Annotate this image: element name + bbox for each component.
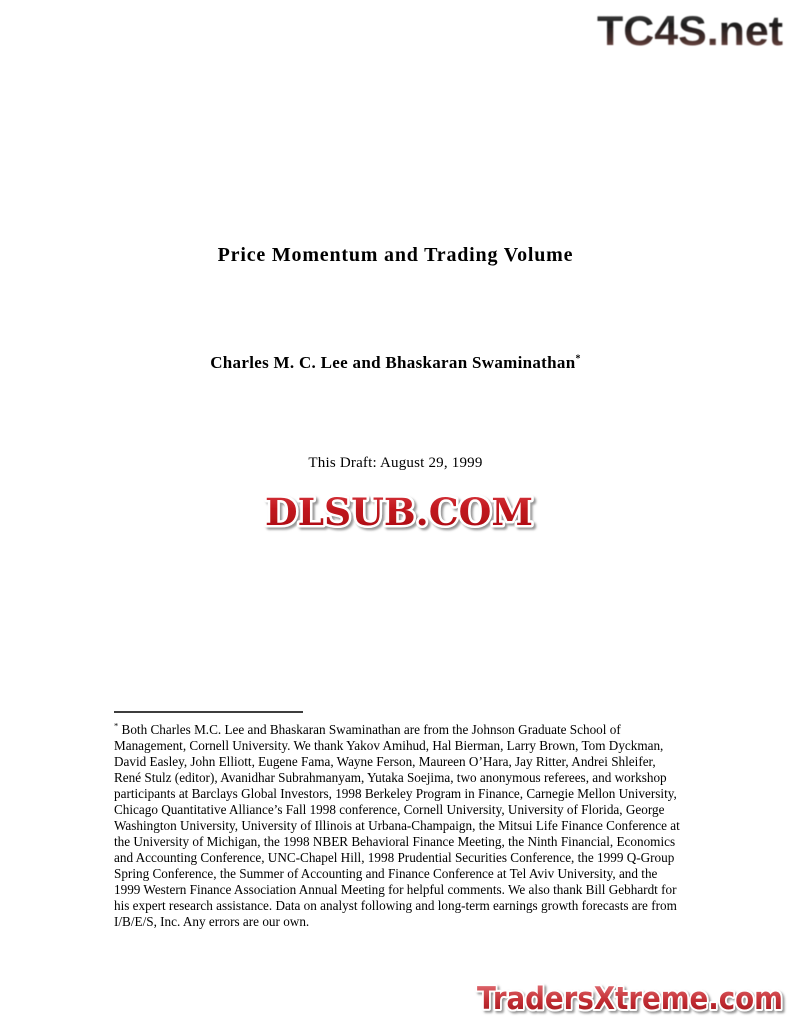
tc4s-watermark-logo xyxy=(592,3,788,55)
tc4s-watermark-text: TC4S.net xyxy=(597,7,784,54)
footnote-marker: * xyxy=(114,720,119,731)
footnote-separator xyxy=(114,711,303,713)
footnote-text-block xyxy=(114,722,682,930)
draft-date-line: This Draft: August 29, 1999 xyxy=(308,455,483,471)
dlsub-watermark-logo xyxy=(255,488,543,536)
authors-line xyxy=(0,353,791,373)
author-footnote-marker: * xyxy=(575,353,581,365)
author-names: Charles M. C. Lee and Bhaskaran Swaminathan xyxy=(210,353,576,372)
footnote-text: Both Charles M.C. Lee and Bhaskaran Swaminathan are from the Johnson Graduate School of Management, Cornell University. We thank Yakov Amihud, Hal Bierman, Larry Brown, Tom Dyckman, David Easley, John Elliott, Eugene Fama, Wayne Ferson, Maureen O’Hara, Jay Ritter, Andrei Shleifer, René Stulz (editor), Avanidhar Subrahmanyam, Yutaka Soejima, two anonymous referees, and workshop participants at Barclays Global Investors, 1998 Berkeley Program in Finance, Carnegie Mellon University, Chicago Quantitative Alliance’s Fall 1998 conference, Cornell University, University of Florida, George Washington University, University of Illinois at Urbana-Champaign, the Mitsui Life Finance Conference at the University of Michigan, the 1998 NBER Behavioral Finance Meeting, the Ninth Financial, Economics and Accounting Conference, UNC-Chapel Hill, 1998 Prudential Securities Conference, the 1999 Q-Group Spring Conference, the Summer of Accounting and Finance Conference at Tel Aviv University, and the 1999 Western Finance Association Annual Meeting for helpful comments. We also thank Bill Gebhardt for his expert research assistance. Data on analyst following and long-term earnings growth forecasts are from I/B/E/S, Inc. Any errors are our own. xyxy=(114,722,680,929)
tradersxtreme-watermark-text: TradersXtreme.com xyxy=(477,981,783,1017)
dlsub-watermark-text: DLSUB.COM xyxy=(265,490,533,534)
paper-title: Price Momentum and Trading Volume xyxy=(217,244,574,266)
tradersxtreme-watermark-logo xyxy=(469,975,791,1022)
